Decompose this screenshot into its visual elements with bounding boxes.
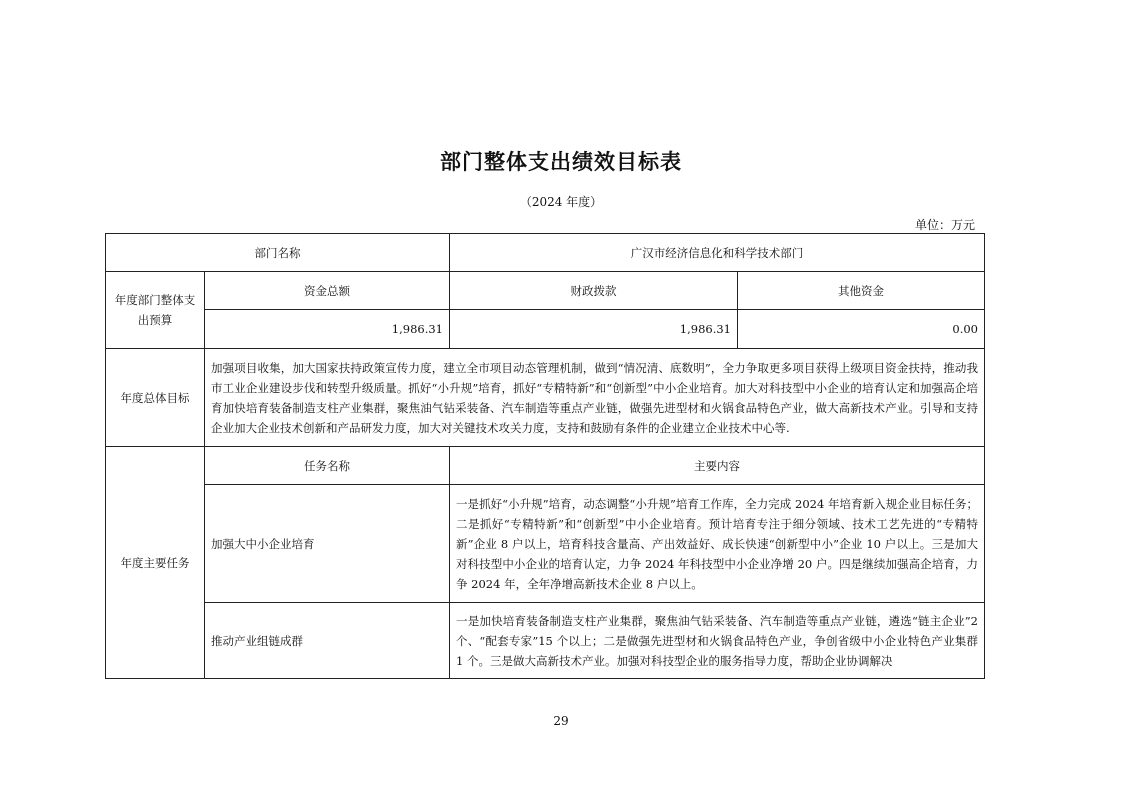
unit-label: 单位：万元 xyxy=(914,218,975,232)
page-number: 29 xyxy=(553,714,569,728)
table-row xyxy=(106,603,985,679)
task-content: 一是加快培育装备制造支柱产业集群，聚焦油气钻采装备、汽车制造等重点产业链，遴选“链主企业”2 个、“配套专家”15 个以上；二是做强先进型材和火锅食品特色产业，争创省级中小企业特色产业集群 1 个。三是做大高新技术产业。加强对科技型企业的服务指导力度，帮助企业协调解决 xyxy=(450,603,985,679)
budget-value-other: 0.00 xyxy=(738,310,985,349)
budget-label: 年度部门整体支出预算 xyxy=(106,272,205,349)
annual-goal-label: 年度总体目标 xyxy=(106,349,205,447)
document-title: 部门整体支出绩效目标表 xyxy=(440,150,682,174)
dept-name-label: 部门名称 xyxy=(106,234,450,272)
table-row xyxy=(106,234,985,272)
table-row xyxy=(106,310,985,349)
document-year: （2024 年度） xyxy=(519,195,603,209)
annual-tasks-label: 年度主要任务 xyxy=(106,447,205,679)
table-row xyxy=(106,349,985,447)
task-name-header: 任务名称 xyxy=(205,447,450,485)
task-name: 加强大中小企业培育 xyxy=(205,485,450,603)
task-name: 推动产业组链成群 xyxy=(205,603,450,679)
dept-name-value: 广汉市经济信息化和科学技术部门 xyxy=(450,234,985,272)
budget-header-other: 其他资金 xyxy=(738,272,985,310)
annual-goal-text: 加强项目收集，加大国家扶持政策宣传力度，建立全市项目动态管理机制，做到“情况清、底数明”，全力争取更多项目获得上级项目资金扶持，推动我市工业企业建设步伐和转型升级质量。抓好“小升规”培育，抓好“专精特新”和“创新型”中小企业培育。加大对科技型中小企业的培育认定和加强高企培育加快培育装备制造支柱产业集群，聚焦油气钻采装备、汽车制造等重点产业链，做强先进型材和火锅食品特色产业，做大高新技术产业。引导和支持企业加大企业技术创新和产品研发力度，加大对关键技术攻关力度，支持和鼓励有条件的企业建立企业技术中心等. xyxy=(205,349,985,447)
budget-header-total: 资金总额 xyxy=(205,272,450,310)
task-content-header: 主要内容 xyxy=(450,447,985,485)
performance-target-table xyxy=(105,233,985,679)
table-row xyxy=(106,272,985,310)
budget-value-fiscal: 1,986.31 xyxy=(450,310,738,349)
table-row xyxy=(106,485,985,603)
budget-value-total: 1,986.31 xyxy=(205,310,450,349)
task-content: 一是抓好“小升规”培育，动态调整“小升规”培育工作库，全力完成 2024 年培育新入规企业目标任务；二是抓好“专精特新”和“创新型”中小企业培育。预计培育专注于细分领域、技术工艺先进的“专精特新”企业 8 户以上，培育科技含量高、产出效益好、成长快速“创新型中小”企业 10 户以上。三是加大对科技型中小企业的培育认定，力争 2024 年科技型中小企业净增 20 户。四是继续加强高企培育，力争 2024 年，全年净增高新技术企业 8 户以上。 xyxy=(450,485,985,603)
table-row xyxy=(106,447,985,485)
budget-header-fiscal: 财政拨款 xyxy=(450,272,738,310)
